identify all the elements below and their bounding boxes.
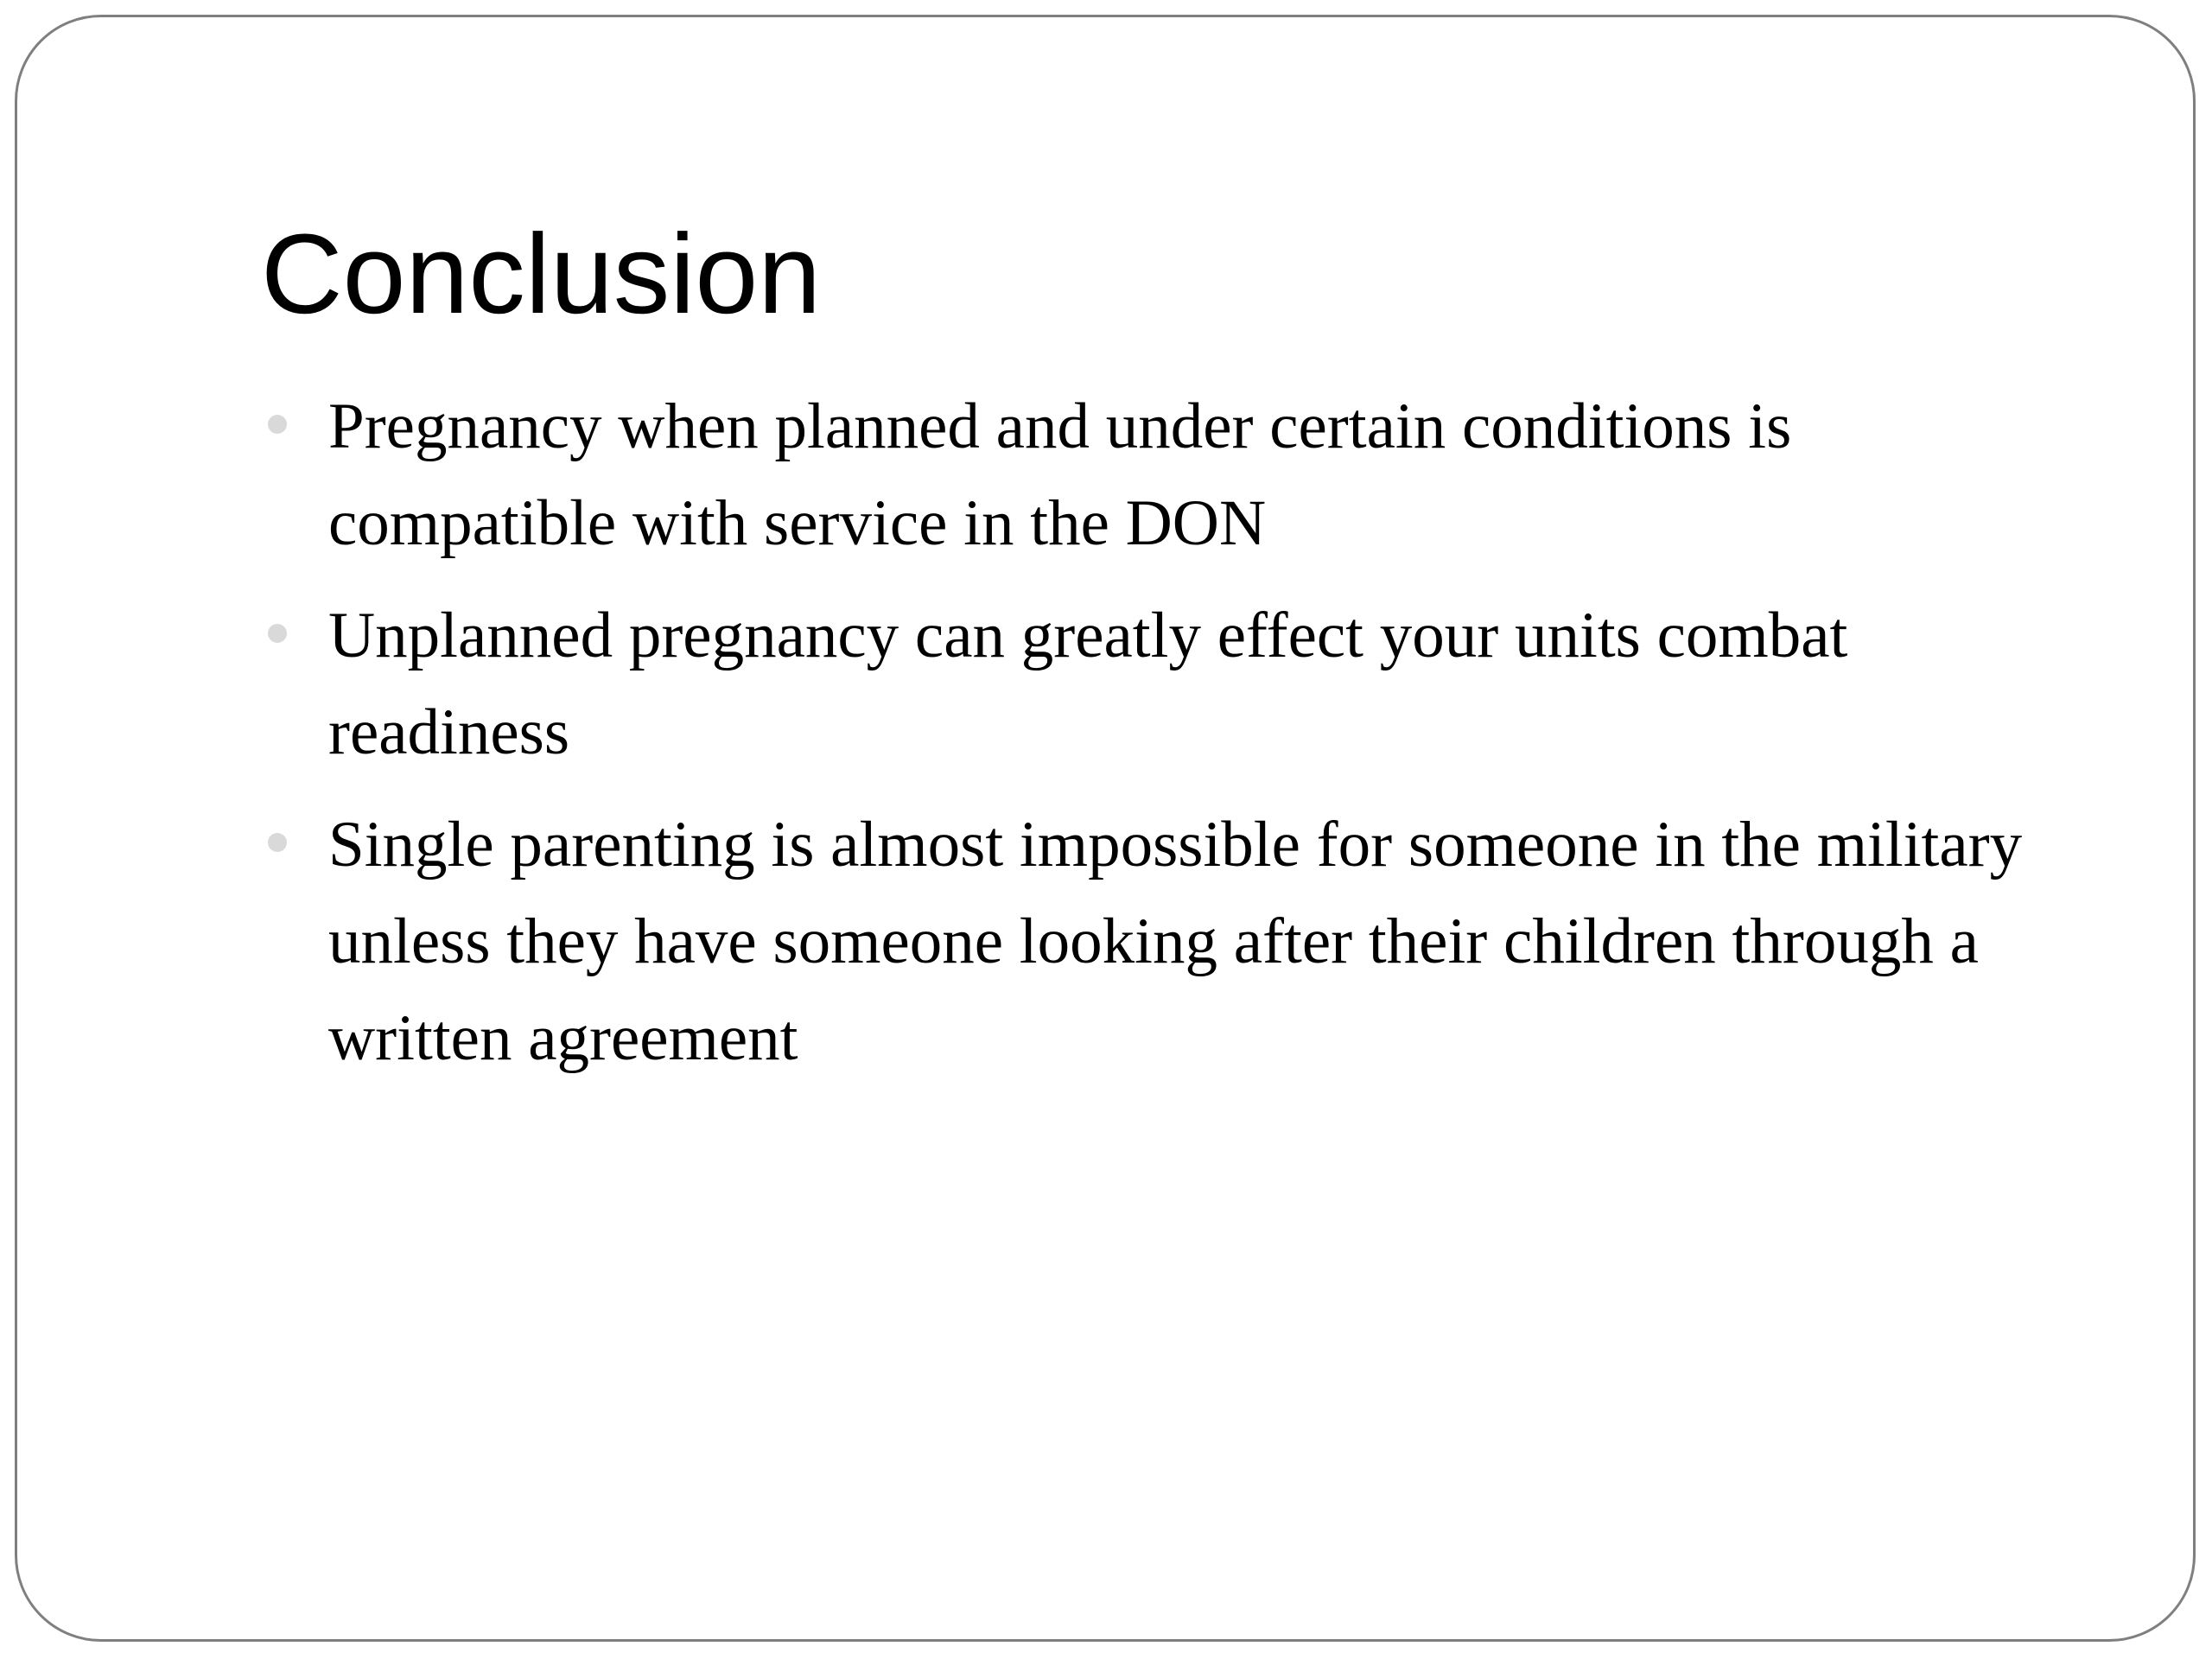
bullet-item [261,797,2093,1087]
bullet-text: Pregnancy when planned and under certain conditions is compatible with service in the DON [328,391,1792,559]
bullet-item [261,588,2093,781]
bullet-list [261,378,2093,1103]
slide-title: Conclusion [261,210,822,337]
bullet-text: Single parenting is almost impossible for someone in the military unless they have someone looking after their children through a written agreement [328,809,2023,1074]
bullet-dot-icon [268,833,287,852]
bullet-dot-icon [268,624,287,643]
bullet-text: Unplanned pregnancy can greatly effect your units combat readiness [328,600,1848,768]
slide-frame [15,15,2196,1642]
bullet-dot-icon [268,415,287,434]
bullet-item [261,378,2093,572]
